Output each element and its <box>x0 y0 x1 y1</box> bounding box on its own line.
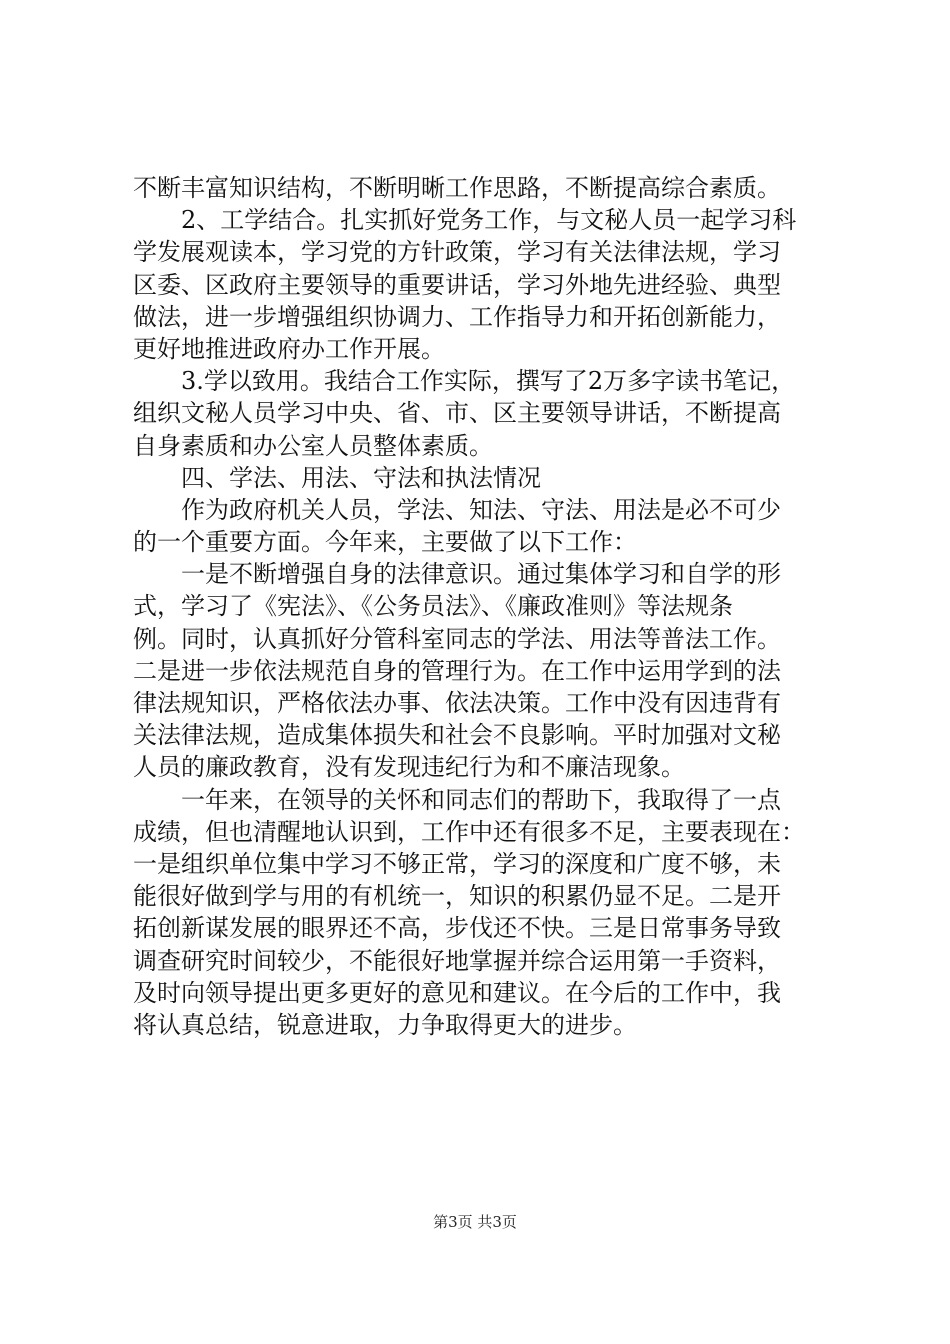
document-body <box>133 172 833 1041</box>
text-line: 人员的廉政教育，没有发现违纪行为和不廉洁现象。 <box>133 753 685 782</box>
text-line: 成绩，但也清醒地认识到，工作中还有很多不足，主要表现在： <box>133 817 805 846</box>
text-line: 将认真总结，锐意进取，力争取得更大的进步。 <box>133 1010 637 1039</box>
text-line: 能很好做到学与用的有机统一，知识的积累仍显不足。二是开 <box>133 882 781 911</box>
text-line: 拓创新谋发展的眼界还不高，步伐还不快。三是日常事务导致 <box>133 914 781 943</box>
text-line: 更好地推进政府办工作开展。 <box>133 334 445 363</box>
page-footer: 第3页 共3页 <box>433 1213 517 1231</box>
text-line: 四、学法、用法、守法和执法情况 <box>181 463 541 492</box>
text-line: 关法律法规，造成集体损失和社会不良影响。平时加强对文秘 <box>133 721 781 750</box>
text-line: 3.学以致用。我结合工作实际，撰写了2万多字读书笔记， <box>181 367 796 396</box>
text-line: 一是组织单位集中学习不够正常，学习的深度和广度不够，未 <box>133 849 781 878</box>
text-line: 区委、区政府主要领导的重要讲话，学习外地先进经验、典型 <box>133 270 781 299</box>
text-line: 及时向领导提出更多更好的意见和建议。在今后的工作中，我 <box>133 978 781 1007</box>
text-line: 自身素质和办公室人员整体素质。 <box>133 431 493 460</box>
text-line: 的一个重要方面。今年来，主要做了以下工作： <box>133 528 637 557</box>
text-line: 调查研究时间较少，不能很好地掌握并综合运用第一手资料， <box>133 946 781 975</box>
text-line: 式，学习了《宪法》、《公务员法》、《廉政准则》等法规条 <box>133 592 733 621</box>
text-line: 律法规知识，严格依法办事、依法决策。工作中没有因违背有 <box>133 689 781 717</box>
text-line: 二是进一步依法规范自身的管理行为。在工作中运用学到的法 <box>133 656 781 685</box>
text-line: 学发展观读本，学习党的方针政策，学习有关法律法规，学习 <box>133 238 781 267</box>
text-line: 作为政府机关人员，学法、知法、守法、用法是必不可少 <box>181 495 781 524</box>
text-line: 例。同时，认真抓好分管科室同志的学法、用法等普法工作。 <box>133 624 781 653</box>
text-line: 一年来，在领导的关怀和同志们的帮助下，我取得了一点 <box>181 785 781 814</box>
text-line: 一是不断增强自身的法律意识。通过集体学习和自学的形 <box>181 560 781 589</box>
text-line: 不断丰富知识结构，不断明晰工作思路，不断提高综合素质。 <box>133 174 781 202</box>
text-line: 组织文秘人员学习中央、省、市、区主要领导讲话，不断提高 <box>133 399 781 428</box>
text-line: 2、工学结合。扎实抓好党务工作，与文秘人员一起学习科 <box>181 206 797 235</box>
text-line: 做法，进一步增强组织协调力、工作指导力和开拓创新能力， <box>133 302 781 331</box>
